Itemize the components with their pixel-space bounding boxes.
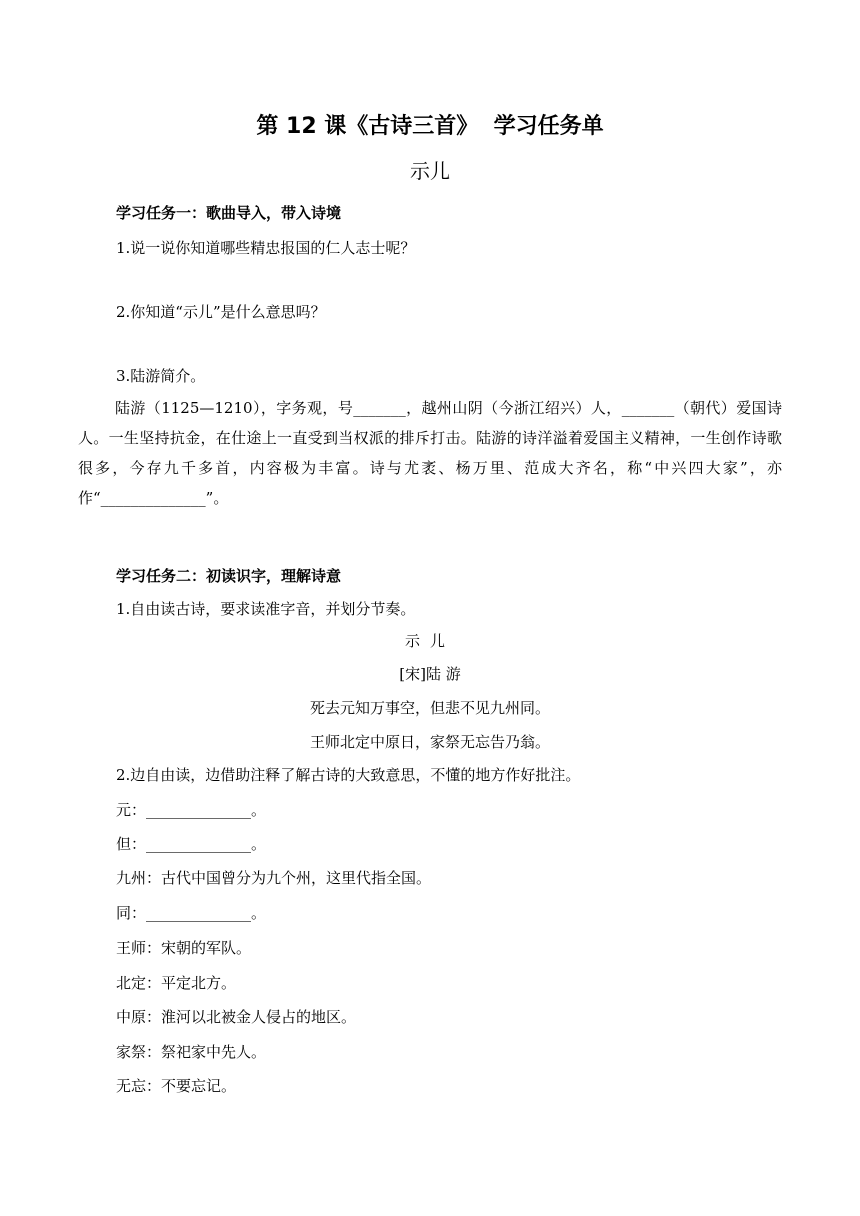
note-item: 家祭：祭祀家中先人。: [116, 1043, 267, 1061]
note-item: 北定：平定北方。: [116, 974, 237, 992]
note-item: 中原：淮河以北被金人侵占的地区。: [116, 1008, 357, 1026]
note-item: 九州：古代中国曾分为九个州，这里代指全国。: [116, 869, 432, 887]
task2-question-1: 1.自由读古诗，要求读准字音，并划分节奏。: [116, 600, 416, 618]
note-item: 但：______________。: [116, 835, 267, 853]
poem-author: [宋]陆 游: [399, 665, 461, 683]
note-item: 王师：宋朝的军队。: [116, 939, 252, 957]
task1-question-3: 3.陆游简介。: [116, 367, 206, 385]
task1-question-1: 1.说一说你知道哪些精忠报国的仁人志士呢？: [116, 239, 416, 257]
task1-question-2: 2.你知道“示儿”是什么意思吗？: [116, 303, 326, 321]
task2-question-2: 2.边自由读，边借助注释了解古诗的大致意思，不懂的地方作好批注。: [116, 766, 581, 784]
poem-title: 示儿: [404, 632, 455, 650]
task2-heading: 学习任务二：初读识字，理解诗意: [116, 567, 342, 585]
poem-line-2: 王师北定中原日，家祭无忘告乃翁。: [309, 733, 550, 751]
poem-line-1: 死去元知万事空，但悲不见九州同。: [309, 699, 550, 717]
page-title: 第 12 课《古诗三首》 学习任务单: [256, 114, 604, 139]
note-item: 无忘：不要忘记。: [116, 1077, 237, 1095]
lu-you-biography: 陆游（1125—1210），字务观，号_______，越州山阴（今浙江绍兴）人，_______（朝代）爱国诗人。一生坚持抗金，在仕途上一直受到当权派的排斥打击。陆游的诗洋溢着爱国主义精神，一生创作诗歌很多，今存九千多首，内容极为丰富。诗与尤袤、杨万里、范成大齐名，称“中兴四大家”，亦作“______________”。: [78, 399, 782, 507]
task1-heading: 学习任务一：歌曲导入，带入诗境: [116, 204, 342, 222]
note-item: 元：______________。: [116, 801, 267, 819]
page-subtitle: 示儿: [410, 159, 450, 183]
note-item: 同：______________。: [116, 904, 267, 922]
